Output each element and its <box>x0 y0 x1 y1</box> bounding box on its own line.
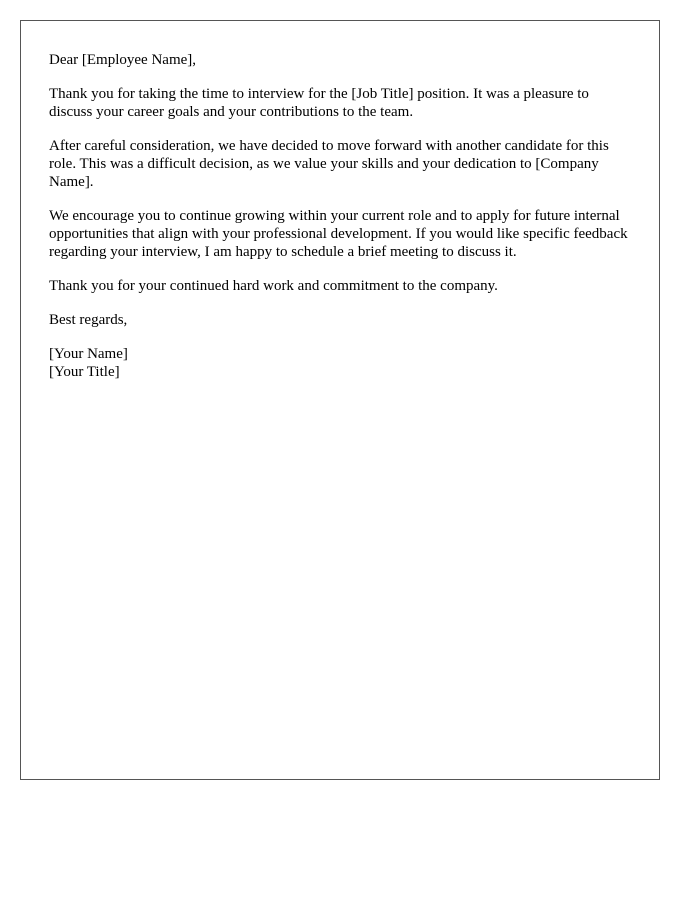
signature-block <box>49 345 631 381</box>
letter-paragraph-4: Thank you for your continued hard work and commitment to the company. <box>49 278 498 294</box>
signature-title: [Your Title] <box>49 364 120 380</box>
letter-paragraph-1: Thank you for taking the time to interview for the [Job Title] position. It was a pleasure to discuss your career goals and your contributions to the team. <box>49 86 589 120</box>
letter-closing: Best regards, <box>49 312 128 328</box>
letter-paragraph-3: We encourage you to continue growing within your current role and to apply for future internal opportunities that align with your professional development. If you would like specific feedback regarding your interview, I am happy to schedule a brief meeting to discuss it. <box>49 208 628 260</box>
letter-paragraph-2: After careful consideration, we have decided to move forward with another candidate for this role. This was a difficult decision, as we value your skills and your dedication to [Company Name]. <box>49 138 609 190</box>
letter-salutation: Dear [Employee Name], <box>49 52 197 68</box>
signature-name: [Your Name] <box>49 346 128 362</box>
letter-page <box>20 20 660 780</box>
